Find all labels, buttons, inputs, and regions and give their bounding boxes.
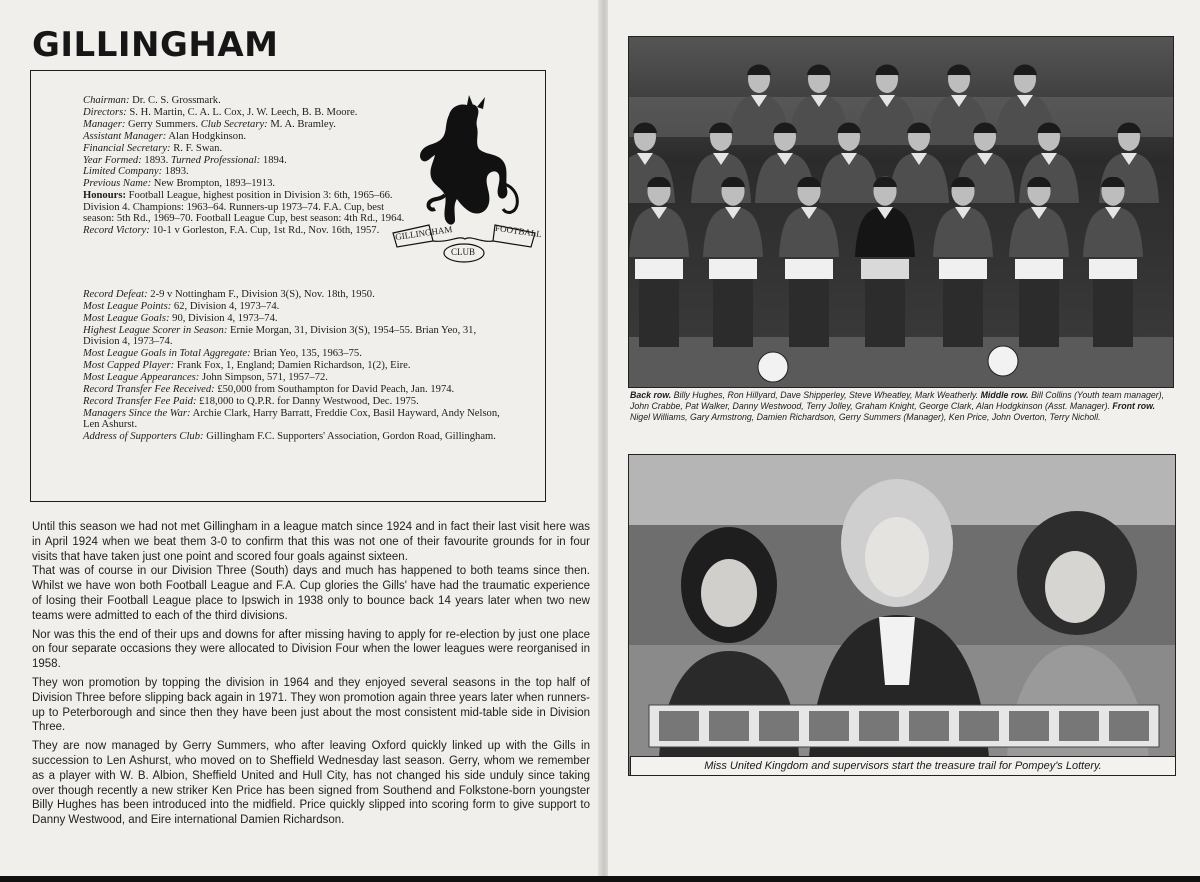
- player-shorts: [1089, 259, 1137, 279]
- club-fact-label: Previous Name:: [83, 178, 152, 190]
- club-fact: [83, 396, 513, 407]
- club-fact: [83, 289, 513, 300]
- club-fact-value: Brian Yeo, 135, 1963–75.: [250, 348, 362, 360]
- club-fact-label: Most Capped Player:: [83, 359, 175, 371]
- club-fact: [83, 372, 513, 383]
- club-fact-label: Manager:: [83, 118, 126, 130]
- club-fact-value: Gerry Summers.: [125, 118, 199, 130]
- caption-back-row-label: Back row.: [630, 390, 672, 400]
- caption-middle-row-label: Middle row.: [980, 390, 1029, 400]
- lottery-photo: [628, 454, 1176, 776]
- team-photo-caption: [630, 390, 1176, 422]
- club-fact-label: Assistant Manager:: [83, 130, 167, 142]
- club-fact-label: Chairman:: [83, 95, 130, 106]
- club-fact: [83, 95, 413, 106]
- club-fact-label: Limited Company:: [83, 166, 163, 178]
- club-fact-label: Highest League Scorer in Season:: [83, 324, 228, 336]
- club-fact: [83, 190, 413, 224]
- club-fact-value: Alan Hodgkinson.: [166, 130, 247, 142]
- club-fact: [83, 225, 413, 236]
- club-fact: [83, 384, 513, 395]
- article-paragraph: They are now managed by Gerry Summers, who after leaving Oxford quickly linked up with the Gills in succession to Len Ashurst, who moved on to Sheffield Wednesday last season. Gerry, whom we remember as a player with W. B. Albion, Sheffield United and Hull City, has not changed his side unduly since taking over though recently a new striker Ken Price has been signed from Southend and Folkstone-born youngster Billy Hughes has been introduced into the midfield. Price quickly slipped into scoring form to give support to Danny Westwood, and Eire international Damien Richardson.: [32, 740, 590, 827]
- article-paragraph: That was of course in our Division Three (South) days and much has happened to both teams since then. Whilst we have won both Football League and F.A. Cup glories the Gills' have had the traumatic experience of losing their Football League place to Ipswich in 1938 only to bounce back 14 years later when two new teams were admitted to each of the third divisions.: [32, 565, 590, 622]
- caption-back-row: Billy Hughes, Ron Hillyard, Dave Shipperley, Steve Wheatley, Mark Weatherly.: [671, 390, 981, 400]
- player-shorts: [861, 259, 909, 279]
- club-fact: [83, 408, 513, 431]
- bottom-edge: [0, 876, 1200, 882]
- club-fact: [83, 348, 513, 359]
- club-fact-label: Record Transfer Fee Received:: [83, 383, 215, 395]
- club-fact: [83, 313, 513, 324]
- club-facts-bottom: [83, 289, 513, 443]
- club-fact: [83, 178, 413, 189]
- club-facts-box: [30, 70, 546, 502]
- club-fact: [83, 431, 513, 442]
- club-fact-value: John Simpson, 571, 1957–72.: [199, 371, 328, 383]
- player-legs: [639, 279, 679, 347]
- club-fact: [83, 107, 413, 118]
- club-fact: [83, 166, 413, 177]
- club-fact-value: Football League, highest position in Division 3: 6th, 1965–66. Division 4. Champions: 1963–64. Runners-up 1973–74. F.A. Cup, best season: 5th Rd., 1969–70. Football League Cup, best season: 4th Rd., 1964.: [83, 190, 405, 225]
- player-legs: [713, 279, 753, 347]
- club-fact-value: 62, Division 4, 1973–74.: [171, 300, 280, 312]
- club-fact-label: Most League Points:: [83, 300, 172, 312]
- article-paragraph: Nor was this the end of their ups and downs for after missing having to apply for re-election by just one place on four separate occasions they were allocated to Division Four when the lower leagues were reorganised in 1958.: [32, 628, 590, 671]
- club-fact: [83, 131, 413, 142]
- club-fact-label: Club Secretary:: [198, 118, 268, 130]
- player-legs: [943, 279, 983, 347]
- club-fact-value: Gillingham F.C. Supporters' Association, Gordon Road, Gillingham.: [203, 430, 496, 442]
- club-fact-label: Record Defeat:: [83, 289, 148, 300]
- horse-crest-icon: [389, 93, 539, 273]
- club-fact-value: 90, Division 4, 1973–74.: [169, 312, 278, 324]
- club-fact-value: Dr. C. S. Grossmark.: [129, 95, 221, 106]
- club-fact-value: R. F. Swan.: [170, 142, 223, 154]
- player-legs: [789, 279, 829, 347]
- player-shorts: [635, 259, 683, 279]
- caption-front-row: Nigel Williams, Gary Armstrong, Damien Richardson, Gerry Summers (Manager), Ken Price, John Overton, Terry Nicholl.: [630, 411, 1101, 422]
- club-fact-label: Address of Supporters Club:: [83, 430, 204, 442]
- player-shorts: [709, 259, 757, 279]
- club-fact: [83, 301, 513, 312]
- team-photo: [628, 36, 1174, 388]
- club-fact-label: Managers Since the War:: [83, 407, 191, 419]
- club-fact-value: Frank Fox, 1, England; Damien Richardson, 1(2), Eire.: [174, 359, 411, 371]
- club-fact: [83, 143, 413, 154]
- club-fact-label: Record Transfer Fee Paid:: [83, 395, 197, 407]
- lottery-photo-caption: Miss United Kingdom and supervisors start the treasure trail for Pompey's Lottery.: [630, 756, 1176, 776]
- club-fact-label: Record Victory:: [83, 224, 150, 236]
- club-fact-label: Year Formed:: [83, 154, 142, 166]
- club-fact-label: Directors:: [83, 106, 127, 118]
- player-shorts: [785, 259, 833, 279]
- club-fact-value: £18,000 to Q.P.R. for Danny Westwood, Dec. 1975.: [196, 395, 419, 407]
- caption-front-row-label: Front row.: [1112, 400, 1156, 411]
- article-paragraph: Until this season we had not met Gillingham in a league match since 1924 and in fact their last visit here was in April 1924 when we beat them 3-0 to confirm that this was not one of their favourite grounds for in four visits that have taken just one point and scored four goals against sixteen.: [32, 521, 590, 563]
- club-fact-value: 2-9 v Nottingham F., Division 3(S), Nov. 18th, 1950.: [147, 289, 375, 300]
- club-fact-label: Most League Appearances:: [83, 371, 200, 383]
- club-fact-value: £50,000 from Southampton for David Peach, Jan. 1974.: [214, 383, 455, 395]
- club-fact: [83, 360, 513, 371]
- club-fact-value: 10-1 v Gorleston, F.A. Cup, 1st Rd., Nov. 16th, 1957.: [149, 224, 380, 236]
- club-fact-value: S. H. Martin, C. A. L. Cox, J. W. Leech, B. B. Moore.: [126, 106, 358, 118]
- crest-banner-right: FOOTBALL: [494, 222, 543, 240]
- club-fact-label: Most League Goals:: [83, 312, 170, 324]
- club-fact-value: M. A. Bramley.: [267, 118, 336, 130]
- club-fact-label: Financial Secretary:: [83, 142, 171, 154]
- team-photo-image: [629, 37, 1174, 388]
- club-fact-label: Turned Professional:: [168, 154, 261, 166]
- player-legs: [1019, 279, 1059, 347]
- club-facts-top: [83, 95, 413, 237]
- club-fact-value: 1894.: [260, 154, 287, 166]
- player-legs: [865, 279, 905, 347]
- crest-banner-bottom: CLUB: [451, 247, 476, 257]
- crest-banner-left: GILLINGHAM: [394, 224, 453, 242]
- player-shorts: [939, 259, 987, 279]
- player-shorts: [1015, 259, 1063, 279]
- club-fact-label: Honours:: [83, 190, 126, 202]
- article-paragraph: They won promotion by topping the division in 1964 and they enjoyed several seasons in the top half of Division Three before slipping back again in 1971. They won promotion again three years later when runners-up to Peterborough and since then they have been just about the most consistent mid-table side in Division Three.: [32, 676, 590, 734]
- player-legs: [1093, 279, 1133, 347]
- club-fact-value: Archie Clark, Harry Barratt, Freddie Cox, Basil Hayward, Andy Nelson, Len Ashurst.: [83, 407, 500, 430]
- club-fact-value: 1893.: [162, 166, 189, 178]
- club-fact-value: Ernie Morgan, 31, Division 3(S), 1954–55. Brian Yeo, 31, Division 4, 1973–74.: [83, 324, 477, 348]
- lottery-photo-image: [629, 455, 1176, 757]
- right-page: [608, 0, 1200, 882]
- page-title: GILLINGHAM: [32, 25, 279, 65]
- club-fact-value: New Brompton, 1893–1913.: [151, 178, 276, 190]
- club-fact-value: 1893.: [141, 154, 169, 166]
- caption-middle-row: Bill Collins (Youth team manager), John Crabbe, Pat Walker, Danny Westwood, Terry Jolley, Graham Knight, George Clark, Alan Hodgkinson (Asst. Manager).: [630, 390, 1165, 411]
- club-fact: [83, 155, 413, 166]
- club-fact: [83, 119, 413, 130]
- article-text: [32, 520, 590, 832]
- club-fact-label: Most League Goals in Total Aggregate:: [83, 348, 251, 360]
- club-fact: [83, 325, 513, 348]
